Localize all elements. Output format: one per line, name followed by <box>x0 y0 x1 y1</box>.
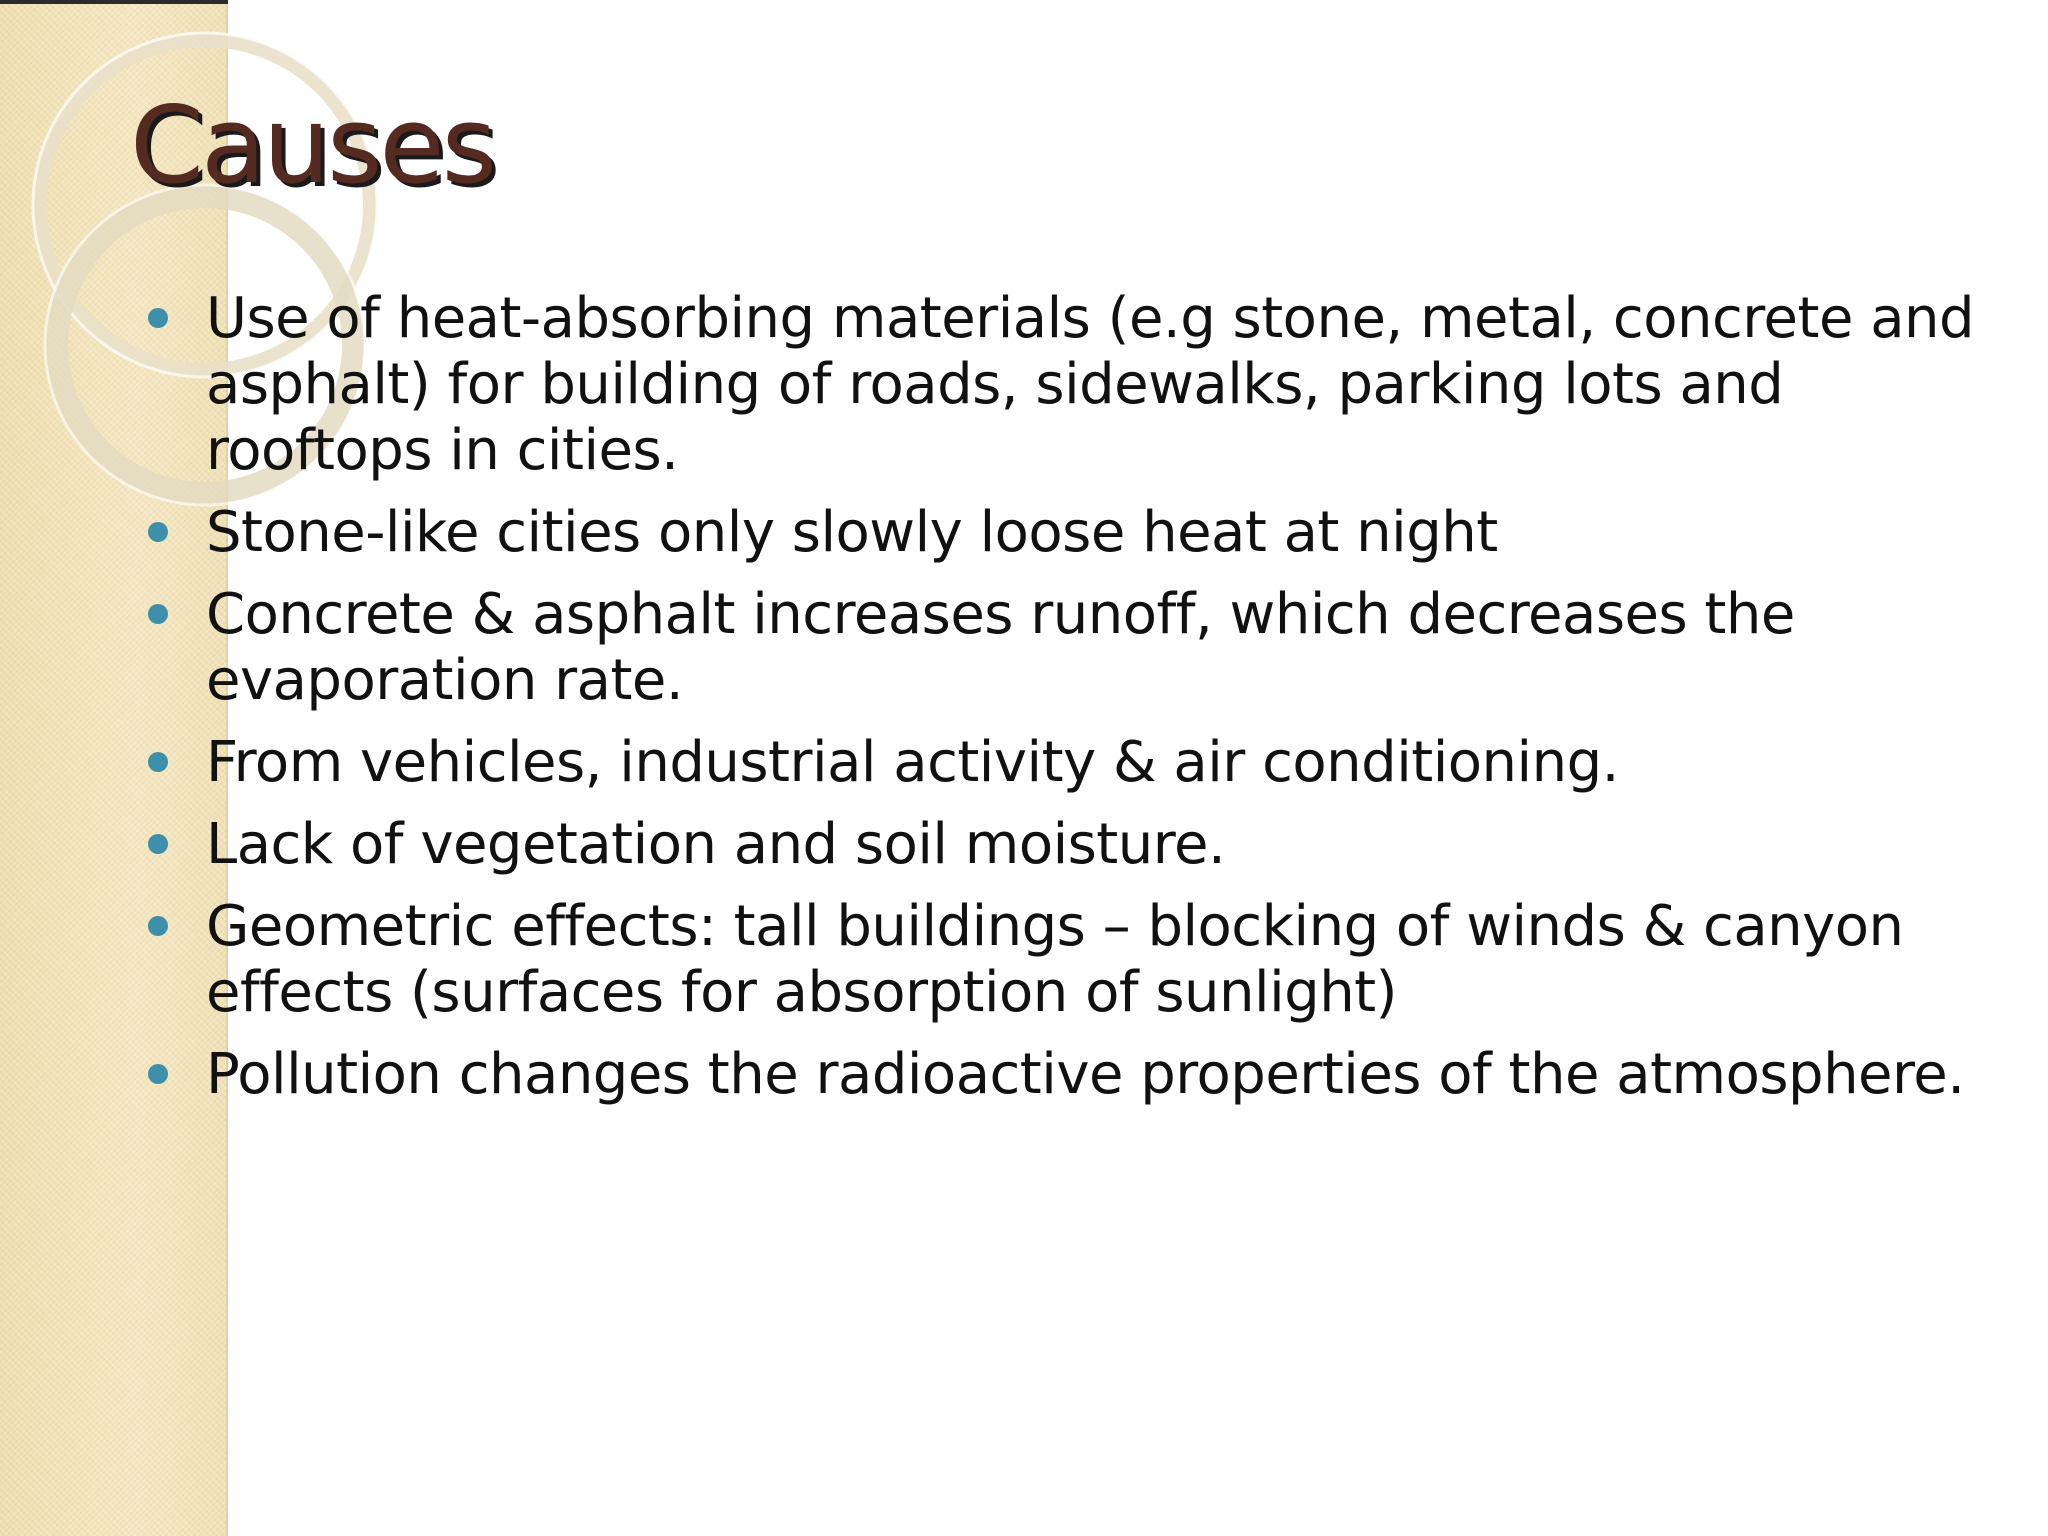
bullet-item <box>0 582 2048 714</box>
bullet-text: Lack of vegetation and soil moisture. <box>206 812 1226 877</box>
bullet-item <box>0 500 2048 566</box>
bullet-text: Use of heat-absorbing materials (e.g stone, metal, concrete and asphalt) for building of roads, sidewalks, parking lots and rooftops in cities. <box>206 286 1975 483</box>
bullet-text: Concrete & asphalt increases runoff, which decreases the evaporation rate. <box>206 582 1795 713</box>
bullet-item <box>0 812 2048 878</box>
bullet-marker-icon <box>148 308 168 328</box>
bullet-item <box>0 1042 2048 1108</box>
bullet-text: Geometric effects: tall buildings – blocking of winds & canyon effects (surfaces for absorption of sunlight) <box>206 894 1904 1025</box>
bullet-marker-icon <box>148 522 168 542</box>
bullet-text: From vehicles, industrial activity & air conditioning. <box>206 730 1619 795</box>
bullet-marker-icon <box>148 1064 168 1084</box>
bullet-marker-icon <box>148 752 168 772</box>
slide-title: Causes <box>130 84 494 207</box>
bullet-list <box>0 286 2048 1124</box>
bullet-item <box>0 730 2048 796</box>
bullet-marker-icon <box>148 604 168 624</box>
bullet-marker-icon <box>148 916 168 936</box>
bullet-item <box>0 894 2048 1026</box>
bullet-text: Stone-like cities only slowly loose heat at night <box>206 500 1498 565</box>
bullet-item <box>0 286 2048 484</box>
bullet-marker-icon <box>148 834 168 854</box>
bullet-text: Pollution changes the radioactive properties of the atmosphere. <box>206 1042 1965 1107</box>
